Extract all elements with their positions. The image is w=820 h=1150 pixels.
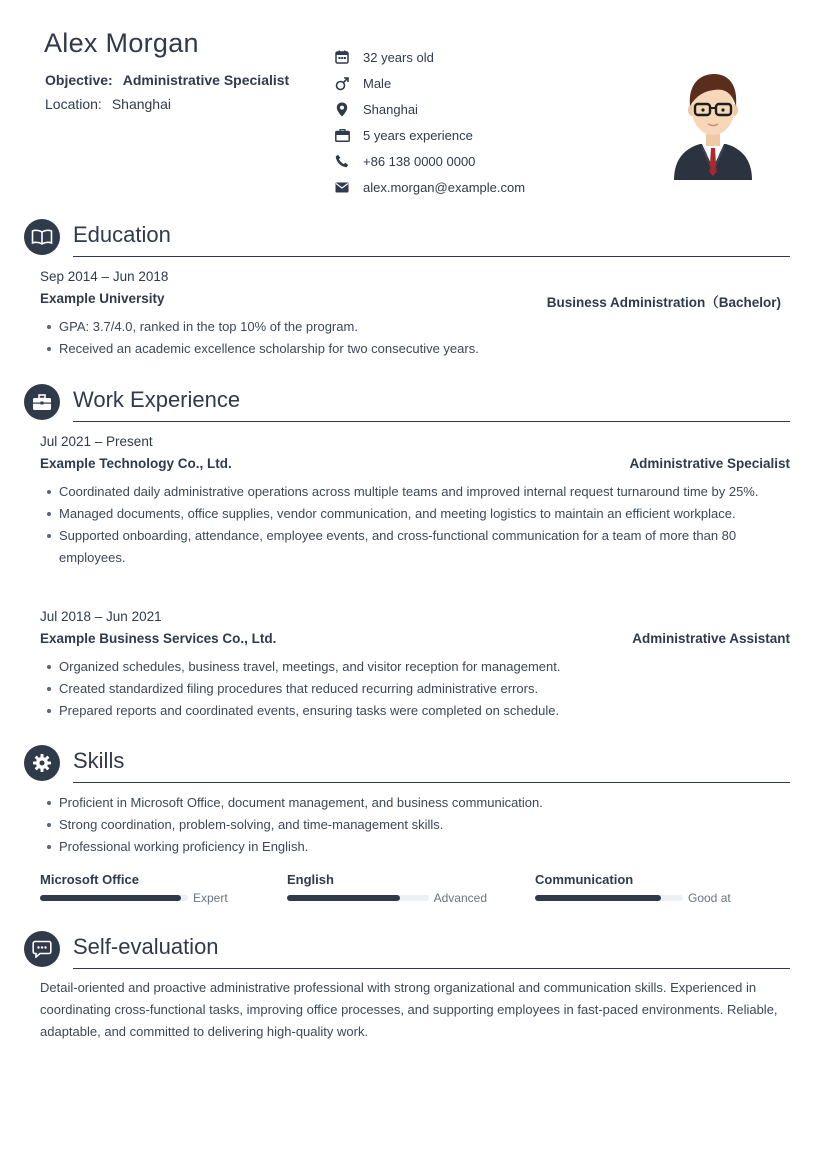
info-phone <box>334 148 525 174</box>
skills-bullets <box>40 792 790 858</box>
chat-bubble-icon <box>24 931 60 967</box>
info-age-text: 32 years old <box>363 49 434 65</box>
info-age <box>334 44 525 70</box>
work-bullets <box>40 656 790 722</box>
work-role: Administrative Specialist <box>629 456 790 471</box>
section-work <box>24 384 790 422</box>
list-item: Proficient in Microsoft Office, document management, and business communication. <box>40 792 790 814</box>
objective-line <box>45 72 289 88</box>
skill-name: Microsoft Office <box>40 872 139 887</box>
work-entry <box>40 631 790 646</box>
list-item: Prepared reports and coordinated events, ensuring tasks were completed on schedule. <box>40 700 790 722</box>
work-role: Administrative Assistant <box>632 631 790 646</box>
list-item: Strong coordination, problem-solving, and time-management skills. <box>40 814 790 836</box>
skill-fill <box>535 895 661 901</box>
phone-icon <box>334 153 350 169</box>
section-title-work: Work Experience <box>73 387 241 412</box>
info-gender-text: Male <box>363 75 392 91</box>
location-line <box>45 96 171 112</box>
briefcase-icon <box>334 127 350 143</box>
briefcase-icon <box>24 384 60 420</box>
list-item: Coordinated daily administrative operations across multiple teams and improved internal request turnaround time by 25%. <box>40 481 790 503</box>
objective-label: Objective: <box>45 72 113 88</box>
skill-level: Expert <box>193 891 228 905</box>
section-title-education: Education <box>73 222 171 247</box>
skill-level: Good at <box>688 891 731 905</box>
skill-bar-english <box>287 872 487 905</box>
education-school: Example University <box>40 291 165 306</box>
work-company: Example Technology Co., Ltd. <box>40 456 232 471</box>
section-self-evaluation <box>24 931 790 969</box>
list-item: Professional working proficiency in English. <box>40 836 790 858</box>
list-item: Created standardized filing procedures that reduced recurring administrative errors. <box>40 678 790 700</box>
work-entry <box>40 456 790 471</box>
personal-info-list <box>334 44 525 200</box>
work-company: Example Business Services Co., Ltd. <box>40 631 277 646</box>
info-experience <box>334 122 525 148</box>
info-email-text: alex.morgan@example.com <box>363 179 526 195</box>
mail-icon <box>334 179 350 195</box>
avatar <box>670 68 756 184</box>
calendar-icon <box>334 49 350 65</box>
self-evaluation-text: Detail-oriented and proactive administrative professional with strong organizational and communication skills. Experienced in coordinating cross-functional tasks, improving office processes, and supporting employees in fast-paced environments. Reliable, adaptable, and committed to delivering high-quality work. <box>40 980 778 1039</box>
info-experience-text: 5 years experience <box>363 127 473 143</box>
location-pin-icon <box>334 101 350 117</box>
skill-track <box>287 895 429 901</box>
list-item: Organized schedules, business travel, meetings, and visitor reception for management. <box>40 656 790 678</box>
info-phone-text: +86 138 0000 0000 <box>363 153 476 169</box>
male-icon <box>334 75 350 91</box>
objective-value: Administrative Specialist <box>122 72 290 88</box>
skill-fill <box>40 895 181 901</box>
section-divider <box>73 256 790 257</box>
section-divider <box>73 782 790 783</box>
info-gender <box>334 70 525 96</box>
skill-name: Communication <box>535 872 634 887</box>
book-icon <box>24 219 60 255</box>
info-city-text: Shanghai <box>363 101 418 117</box>
work-date: Jul 2018 – Jun 2021 <box>40 609 162 624</box>
skill-bar-communication <box>535 872 735 905</box>
skill-bar-microsoft-office <box>40 872 240 905</box>
section-title-skills: Skills <box>73 748 125 773</box>
education-bullets <box>40 316 790 360</box>
list-item: Received an academic excellence scholarship for two consecutive years. <box>40 338 790 360</box>
skill-track <box>535 895 683 901</box>
info-city <box>334 96 525 122</box>
section-title-self-evaluation: Self-evaluation <box>73 934 219 959</box>
section-divider <box>73 421 790 422</box>
list-item: GPA: 3.7/4.0, ranked in the top 10% of the program. <box>40 316 790 338</box>
location-label: Location: <box>45 96 102 112</box>
list-item: Managed documents, office supplies, vendor communication, and meeting logistics to maintain an efficient workplace. <box>40 503 790 525</box>
section-divider <box>73 968 790 969</box>
skill-track <box>40 895 188 901</box>
section-education <box>24 219 790 257</box>
skill-name: English <box>287 872 334 887</box>
section-skills <box>24 745 790 783</box>
skill-level: Advanced <box>433 891 487 905</box>
location-value: Shanghai <box>111 96 171 112</box>
education-degree: Business Administration（Bachelor) <box>546 295 781 310</box>
list-item: Supported onboarding, attendance, employee events, and cross-functional communication for a team of more than 80 employees. <box>40 525 790 569</box>
work-bullets <box>40 481 790 569</box>
gear-icon <box>24 745 60 781</box>
skill-fill <box>287 895 400 901</box>
education-date: Sep 2014 – Jun 2018 <box>40 269 169 284</box>
work-date: Jul 2021 – Present <box>40 434 153 449</box>
education-entry <box>40 291 790 311</box>
info-email <box>334 174 525 200</box>
candidate-name: Alex Morgan <box>44 28 199 58</box>
